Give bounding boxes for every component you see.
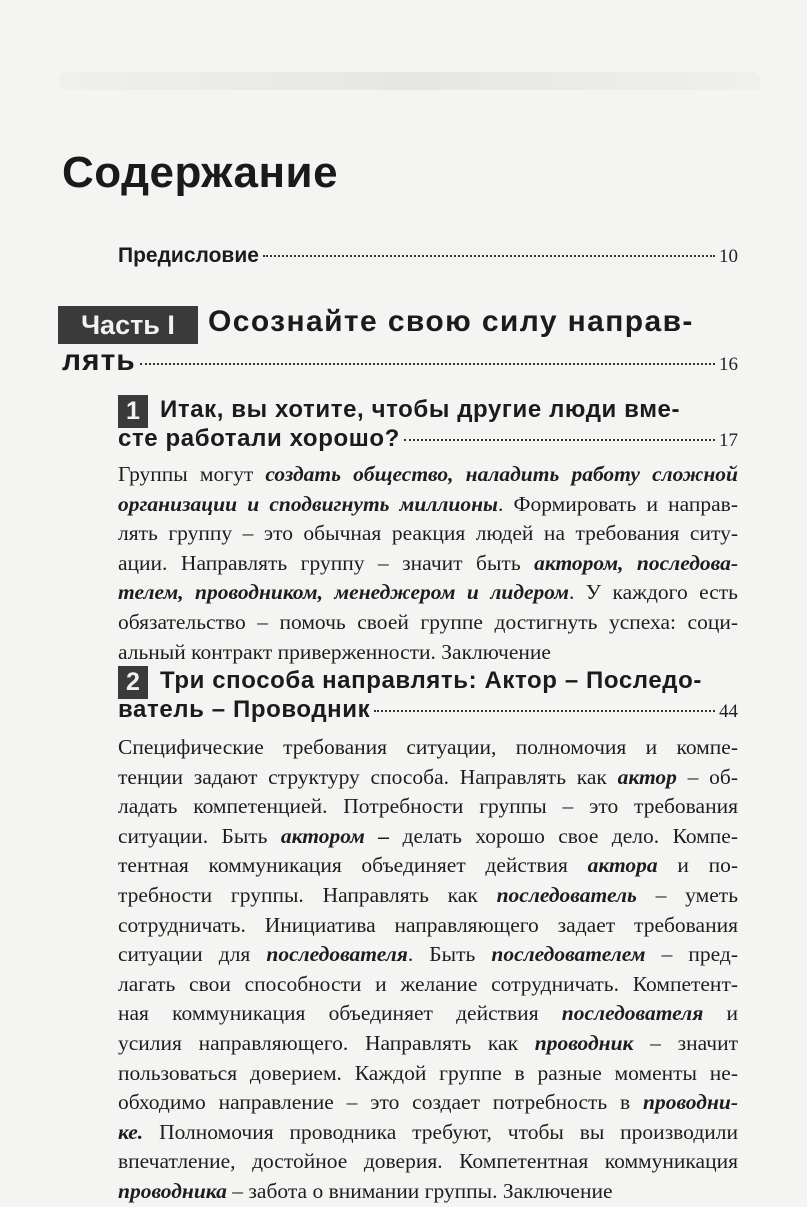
description-line: ке. Полномочия проводника требуют, чтобы вы производили [118,1119,738,1144]
description-line: Специфические требования ситуации, полномочия и компе- [118,735,738,759]
chapter-description [118,733,738,1207]
description-line: требности группы. Направлять как последователь – уметь [118,882,738,907]
part-page-number: 16 [719,354,738,375]
emphasized-term: проводника [118,1178,227,1203]
description-line: телем, проводником, менеджером и лидером. У каждого есть [118,580,738,605]
dot-leader [263,255,715,257]
description-line: проводника – забота о внимании группы. Заключение [118,1178,613,1203]
description-line: пользоваться доверием. Каждой группе в разные моменты не- [118,1060,738,1085]
preface-label: Предисловие [118,244,259,267]
chapter-page-number: 17 [719,430,738,451]
description-line: Группы могут создать общество, наладить работу сложной [118,462,738,486]
description-line: ладать компетенцией. Потребности группы – это требования [118,794,738,819]
emphasized-term: последователя [561,1001,704,1026]
emphasized-term: проводни- [643,1090,738,1115]
emphasized-term: актором, последова- [534,550,739,575]
description-line: ситуации. Быть актором – делать хорошо свое дело. Компе- [118,823,738,848]
chapter-number-badge: 1 [118,395,148,428]
page-title: Содержание [62,148,339,197]
preface-page-number: 10 [719,246,738,267]
emphasized-term: последователь [496,882,637,907]
emphasized-term: организации и сподвигнуть миллионы [118,491,498,516]
description-line: лять группу – это обычная реакция людей на требования ситу- [118,521,738,546]
description-line: ситуации для последователя. Быть последователем – пред- [118,942,738,967]
chapter-title-line2: сте работали хорошо? [118,425,400,452]
emphasized-term: актора [587,853,658,878]
description-line: ации. Направлять группу – значит быть актором, последова- [118,550,739,575]
emphasized-term: последователя [266,942,408,967]
description-line: организации и сподвигнуть миллионы. Формировать и направ- [118,491,738,516]
chapter-number-badge: 2 [118,666,148,699]
chapter-page-number: 44 [719,701,738,722]
emphasized-term: ке. [118,1119,144,1144]
description-line: ная коммуникация объединяет действия последователя и [118,1001,738,1026]
toc-entry-chapter-2[interactable] [118,696,738,724]
description-line: сотрудничать. Инициатива направляющего задает требования [118,912,738,937]
chapter-title-line2: ватель – Проводник [118,696,371,723]
dot-leader [140,363,715,365]
toc-entry-chapter-1[interactable] [118,425,738,453]
part-title-line2: лять [62,344,136,377]
bleed-through-shadow [60,72,760,90]
part-badge: Часть I [58,306,198,344]
emphasized-term: последователем [491,942,646,967]
description-line: усилия направляющего. Направлять как проводник – значит [118,1030,738,1055]
emphasized-term: телем, проводником, менеджером и лидером [118,580,569,605]
chapter-description [118,460,738,667]
description-line: впечатление, достойное доверия. Компетентная коммуникация [118,1149,738,1174]
emphasized-term: актором – [280,823,390,848]
toc-entry-part-1[interactable] [62,344,738,378]
description-line: обязательство – помочь своей группе достигнуть успеха: соци- [118,609,738,634]
toc-entry-preface[interactable] [118,244,738,268]
chapter-title-line1[interactable]: Три способа направлять: Актор – Последо- [160,667,702,694]
emphasized-term: актор [617,764,677,789]
description-line: обходимо направление – это создает потребность в проводни- [118,1090,738,1115]
emphasized-term: создать общество, наладить работу сложной [265,462,738,486]
description-line: тентная коммуникация объединяет действия актора и по- [118,853,738,878]
description-line: альный контракт приверженности. Заключение [118,639,551,664]
part-title-line1[interactable]: Осознайте свою силу направ- [208,305,694,338]
description-line: лагать свои способности и желание сотрудничать. Компетент- [118,971,738,996]
emphasized-term: проводник [534,1030,634,1055]
dot-leader [374,710,715,712]
chapter-title-line1[interactable]: Итак, вы хотите, чтобы другие люди вме- [160,396,681,423]
dot-leader [404,439,715,441]
description-line: тенции задают структуру способа. Направлять как актор – об- [118,764,738,789]
